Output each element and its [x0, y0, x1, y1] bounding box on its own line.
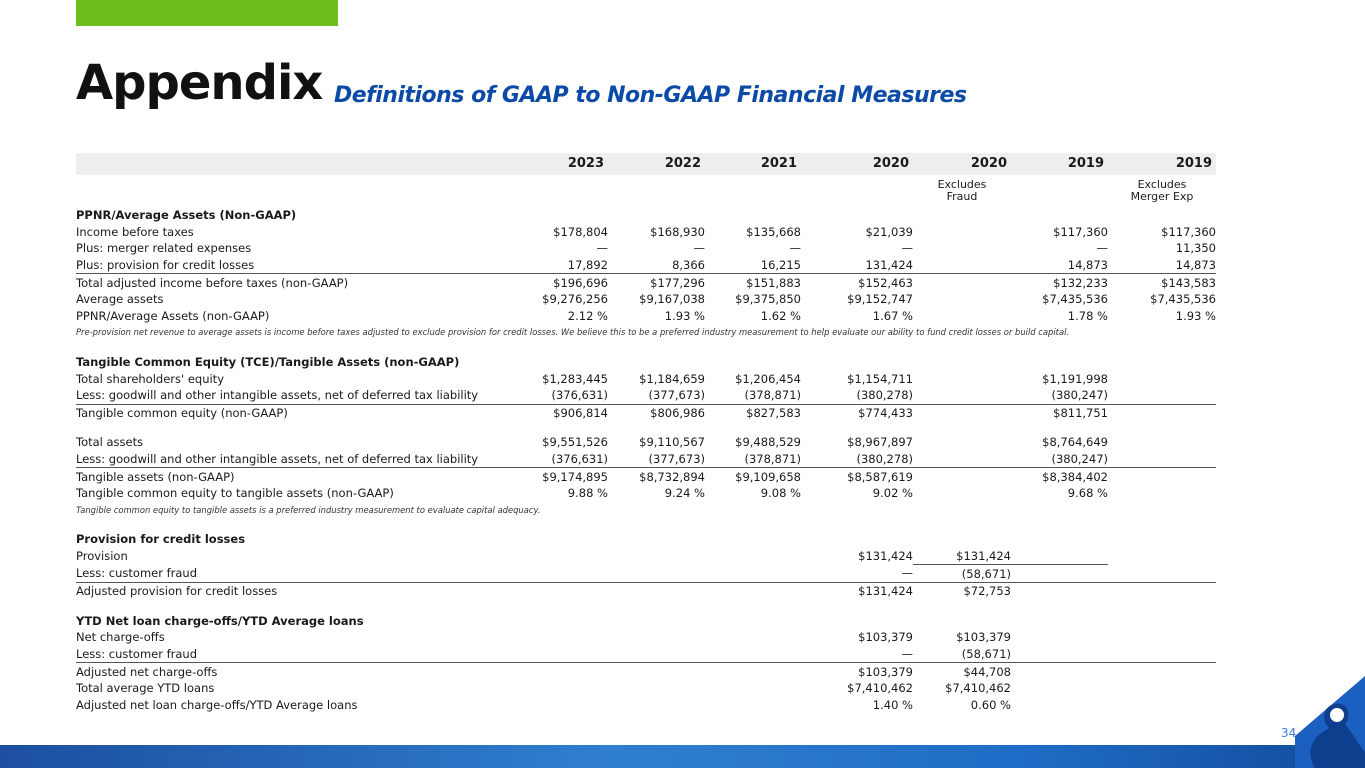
table-cell [608, 629, 705, 646]
table-row [76, 468, 1216, 485]
table-cell [913, 308, 1011, 325]
table-cell: $8,732,894 [608, 468, 705, 485]
row-label: PPNR/Average Assets (non-GAAP) [76, 308, 270, 323]
table-cell: $9,276,256 [542, 292, 608, 307]
table-cell: $131,424 [956, 548, 1011, 563]
footer-band [0, 745, 1365, 768]
table-cell: $1,206,454 [735, 371, 801, 386]
table-cell: $103,379 [858, 630, 913, 645]
table-cell [608, 548, 705, 565]
table-cell [529, 582, 608, 599]
table-cell [1108, 646, 1216, 663]
table-cell [1108, 468, 1216, 485]
row-label: Tangible assets (non-GAAP) [76, 468, 529, 485]
table-cell: 2.12 % [567, 308, 608, 323]
table-cell [1011, 663, 1108, 680]
table-cell [529, 548, 608, 565]
table-cell: — [693, 241, 705, 256]
table-cell: $72,753 [913, 582, 1011, 599]
financial-table [76, 153, 1216, 713]
table-cell: (376,631) [551, 452, 608, 467]
table-cell: 1.78 % [1067, 308, 1108, 323]
table-cell: $8,764,649 [1042, 435, 1108, 450]
table-cell: 1.67 % [872, 308, 913, 323]
section-title-row [76, 354, 1216, 371]
section-title: YTD Net loan charge-offs/YTD Average loans [76, 613, 364, 628]
section-title-row [76, 207, 1216, 224]
table-cell [608, 680, 705, 697]
table-row [76, 680, 1216, 697]
table-cell [1011, 646, 1108, 663]
table-cell: $177,296 [608, 274, 705, 291]
row-label: Less: customer fraud [76, 566, 198, 581]
col-header: 2023 [529, 153, 608, 175]
col-header: 2020 [913, 153, 1011, 175]
table-cell: 9.68 % [1067, 486, 1108, 501]
table-cell [608, 663, 705, 680]
table-cell [1108, 485, 1216, 502]
table-cell: 17,892 [567, 258, 608, 273]
table-cell: $131,424 [858, 549, 913, 564]
table-cell [608, 646, 705, 663]
table-cell [1011, 548, 1108, 565]
table-cell: $806,986 [608, 404, 705, 421]
table-row [76, 629, 1216, 646]
table-cell: 131,424 [865, 258, 913, 273]
table-cell [705, 696, 801, 713]
table-cell [913, 468, 1011, 485]
table-cell: (378,871) [744, 452, 801, 467]
table-cell [913, 257, 1011, 274]
table-cell: $9,488,529 [735, 435, 801, 450]
table-cell [1108, 370, 1216, 387]
table-row [76, 404, 1216, 421]
table-cell [1108, 387, 1216, 404]
row-label: Less: customer fraud [76, 646, 198, 661]
table-cell: $21,039 [865, 224, 913, 239]
table-cell [1011, 680, 1108, 697]
table-cell: $1,191,998 [1042, 371, 1108, 386]
section-provision [76, 531, 1216, 599]
table-cell [608, 582, 705, 599]
section-tce [76, 354, 1216, 518]
table-cell: $1,154,711 [847, 371, 913, 386]
section-title: Tangible Common Equity (TCE)/Tangible Assets (non-GAAP) [76, 355, 460, 370]
table-cell: $131,424 [801, 582, 913, 599]
table-cell: (58,671) [913, 565, 1011, 583]
table-cell: $9,152,747 [847, 292, 913, 307]
table-cell: — [901, 646, 913, 661]
table-cell: 9.88 % [567, 486, 608, 501]
table-cell: $152,463 [801, 274, 913, 291]
table-cell: (380,247) [1051, 388, 1108, 403]
table-cell [705, 582, 801, 599]
table-cell: $168,930 [650, 224, 705, 239]
section-charge-offs [76, 612, 1216, 713]
year-header-row [76, 153, 1216, 175]
table-cell: $135,668 [746, 224, 801, 239]
table-cell: 14,873 [1067, 258, 1108, 273]
table-cell: 1.62 % [760, 308, 801, 323]
table-cell [1011, 629, 1108, 646]
footnote-row [76, 502, 1216, 519]
row-label: Total adjusted income before taxes (non-GAAP) [76, 274, 529, 291]
table-cell: $7,410,462 [945, 681, 1011, 696]
table-cell [913, 224, 1011, 241]
section-title: PPNR/Average Assets (Non-GAAP) [76, 208, 297, 223]
table-cell: $9,174,895 [529, 468, 608, 485]
table-cell: $117,360 [1161, 224, 1216, 239]
row-label: Tangible common equity (non-GAAP) [76, 404, 529, 421]
section-title: Provision for credit losses [76, 532, 246, 547]
row-label: Total shareholders' equity [76, 371, 224, 386]
table-cell [1011, 582, 1108, 599]
table-cell: (380,278) [856, 388, 913, 403]
col-header: 2019 [1011, 153, 1108, 175]
table-cell: $44,708 [913, 663, 1011, 680]
table-cell [608, 696, 705, 713]
page-title: Appendix [76, 55, 323, 111]
table-cell [1108, 696, 1216, 713]
table-cell: $8,384,402 [1011, 468, 1108, 485]
table-cell: — [596, 241, 608, 256]
row-label: Net charge-offs [76, 630, 165, 645]
table-cell: — [901, 566, 913, 581]
table-row [76, 565, 1216, 583]
col-header: 2021 [705, 153, 801, 175]
col-note-excludes-merger: Excludes Merger Exp [1130, 178, 1194, 203]
table-cell [529, 663, 608, 680]
table-row [76, 451, 1216, 468]
row-label: Total assets [76, 435, 144, 450]
col-header: 2022 [608, 153, 705, 175]
table-cell: $7,435,536 [1042, 292, 1108, 307]
table-cell: $7,410,462 [847, 681, 913, 696]
footnote-row [76, 324, 1216, 341]
table-row [76, 257, 1216, 274]
table-row [76, 274, 1216, 291]
column-note-row [76, 175, 1216, 207]
table-cell: $117,360 [1053, 224, 1108, 239]
table-cell [705, 629, 801, 646]
table-cell: (376,631) [551, 388, 608, 403]
table-row [76, 224, 1216, 241]
table-cell: (377,673) [648, 452, 705, 467]
table-cell [913, 404, 1011, 421]
section-ppnr [76, 207, 1216, 341]
table-cell [608, 565, 705, 583]
table-cell [529, 696, 608, 713]
table-row [76, 485, 1216, 502]
table-row [76, 548, 1216, 565]
table-cell [705, 663, 801, 680]
table-row [76, 696, 1216, 713]
section-title-row [76, 531, 1216, 548]
table-cell: $9,167,038 [639, 292, 705, 307]
footnote: Tangible common equity to tangible assets is a preferred industry measurement to evaluate capital adequacy. [76, 504, 541, 515]
table-row [76, 370, 1216, 387]
table-cell: 9.02 % [872, 486, 913, 501]
table-cell: 16,215 [760, 258, 801, 273]
table-cell [913, 387, 1011, 404]
table-cell: $151,883 [705, 274, 801, 291]
table-row [76, 291, 1216, 308]
table-cell: $9,109,658 [705, 468, 801, 485]
table-cell: $774,433 [801, 404, 913, 421]
table-cell: $7,435,536 [1150, 292, 1216, 307]
table-cell: $906,814 [529, 404, 608, 421]
table-cell: — [901, 241, 913, 256]
table-cell: $1,283,445 [542, 371, 608, 386]
table-cell [1011, 565, 1108, 583]
table-cell: (58,671) [961, 646, 1011, 661]
section-title-row [76, 612, 1216, 629]
row-label: Average assets [76, 292, 164, 307]
table-cell [1108, 565, 1216, 583]
page-number: 34 [1281, 726, 1297, 740]
table-cell: $103,379 [801, 663, 913, 680]
table-cell [1108, 548, 1216, 565]
row-label: Less: goodwill and other intangible assets, net of deferred tax liability [76, 388, 479, 403]
col-note-excludes-fraud: Excludes Fraud [937, 178, 987, 203]
table-cell: — [1096, 241, 1108, 256]
row-label: Less: goodwill and other intangible assets, net of deferred tax liability [76, 452, 479, 467]
top-accent-bar [76, 0, 338, 26]
table-cell: $827,583 [705, 404, 801, 421]
table-cell [705, 548, 801, 565]
table-row [76, 240, 1216, 257]
page-subtitle: Definitions of GAAP to Non-GAAP Financial Measures [334, 83, 967, 108]
table-cell: $9,375,850 [735, 292, 801, 307]
table-cell [913, 370, 1011, 387]
table-cell [1108, 404, 1216, 421]
col-header: 2019 [1108, 153, 1216, 175]
row-label: Adjusted provision for credit losses [76, 582, 529, 599]
table-cell: 9.24 % [664, 486, 705, 501]
col-header: 2020 [801, 153, 913, 175]
table-cell: 1.40 % [872, 697, 913, 712]
table-cell: (378,871) [744, 388, 801, 403]
table-cell: $8,587,619 [801, 468, 913, 485]
row-label: Adjusted net charge-offs [76, 663, 529, 680]
table-cell [529, 565, 608, 583]
table-cell: 1.93 % [664, 308, 705, 323]
table-cell: $8,967,897 [847, 435, 913, 450]
table-cell [529, 629, 608, 646]
table-cell: 14,873 [1175, 258, 1216, 273]
table-cell: 9.08 % [760, 486, 801, 501]
table-cell: 8,366 [672, 258, 705, 273]
table-cell [529, 680, 608, 697]
table-cell: $196,696 [529, 274, 608, 291]
table-cell [1108, 451, 1216, 468]
table-row [76, 663, 1216, 680]
table-cell [913, 451, 1011, 468]
table-cell [705, 646, 801, 663]
table-cell: 1.93 % [1175, 308, 1216, 323]
ampersand-logo-icon [1295, 676, 1365, 768]
table-cell: 11,350 [1175, 241, 1216, 256]
table-row [76, 434, 1216, 451]
row-label: Plus: provision for credit losses [76, 258, 255, 273]
table-cell: (380,278) [856, 452, 913, 467]
table-cell [1108, 582, 1216, 599]
table-cell [529, 646, 608, 663]
table-cell [913, 434, 1011, 451]
table-row [76, 387, 1216, 404]
table-cell: (377,673) [648, 388, 705, 403]
table-cell [1108, 680, 1216, 697]
table-cell [913, 274, 1011, 291]
row-label: Tangible common equity to tangible assets (non-GAAP) [76, 486, 394, 501]
table-cell [913, 485, 1011, 502]
table-cell: $143,583 [1108, 274, 1216, 291]
row-label: Plus: merger related expenses [76, 241, 252, 256]
table-cell: $1,184,659 [639, 371, 705, 386]
row-label: Total average YTD loans [76, 681, 215, 696]
table-cell: $811,751 [1011, 404, 1108, 421]
footnote: Pre-provision net revenue to average assets is income before taxes adjusted to exclude provision for credit losses. We believe this to be a preferred industry measurement to help evaluate our ability to fund credit losses or build capital. [76, 327, 1070, 338]
table-cell: $9,110,567 [639, 435, 705, 450]
table-cell [913, 240, 1011, 257]
table-cell: $178,804 [553, 224, 608, 239]
row-label: Adjusted net loan charge-offs/YTD Average loans [76, 697, 358, 712]
row-label: Income before taxes [76, 224, 194, 239]
table-row [76, 308, 1216, 325]
table-cell [913, 291, 1011, 308]
table-cell: $132,233 [1011, 274, 1108, 291]
table-cell: (380,247) [1051, 452, 1108, 467]
table-cell: $103,379 [956, 630, 1011, 645]
table-cell [1011, 696, 1108, 713]
table-cell [1108, 629, 1216, 646]
table-cell [1108, 434, 1216, 451]
table-cell [1108, 663, 1216, 680]
table-cell [705, 680, 801, 697]
table-cell: 0.60 % [970, 697, 1011, 712]
table-cell: — [789, 241, 801, 256]
table-cell [705, 565, 801, 583]
row-label: Provision [76, 549, 128, 564]
table-row [76, 646, 1216, 663]
table-cell: $9,551,526 [542, 435, 608, 450]
table-row [76, 582, 1216, 599]
